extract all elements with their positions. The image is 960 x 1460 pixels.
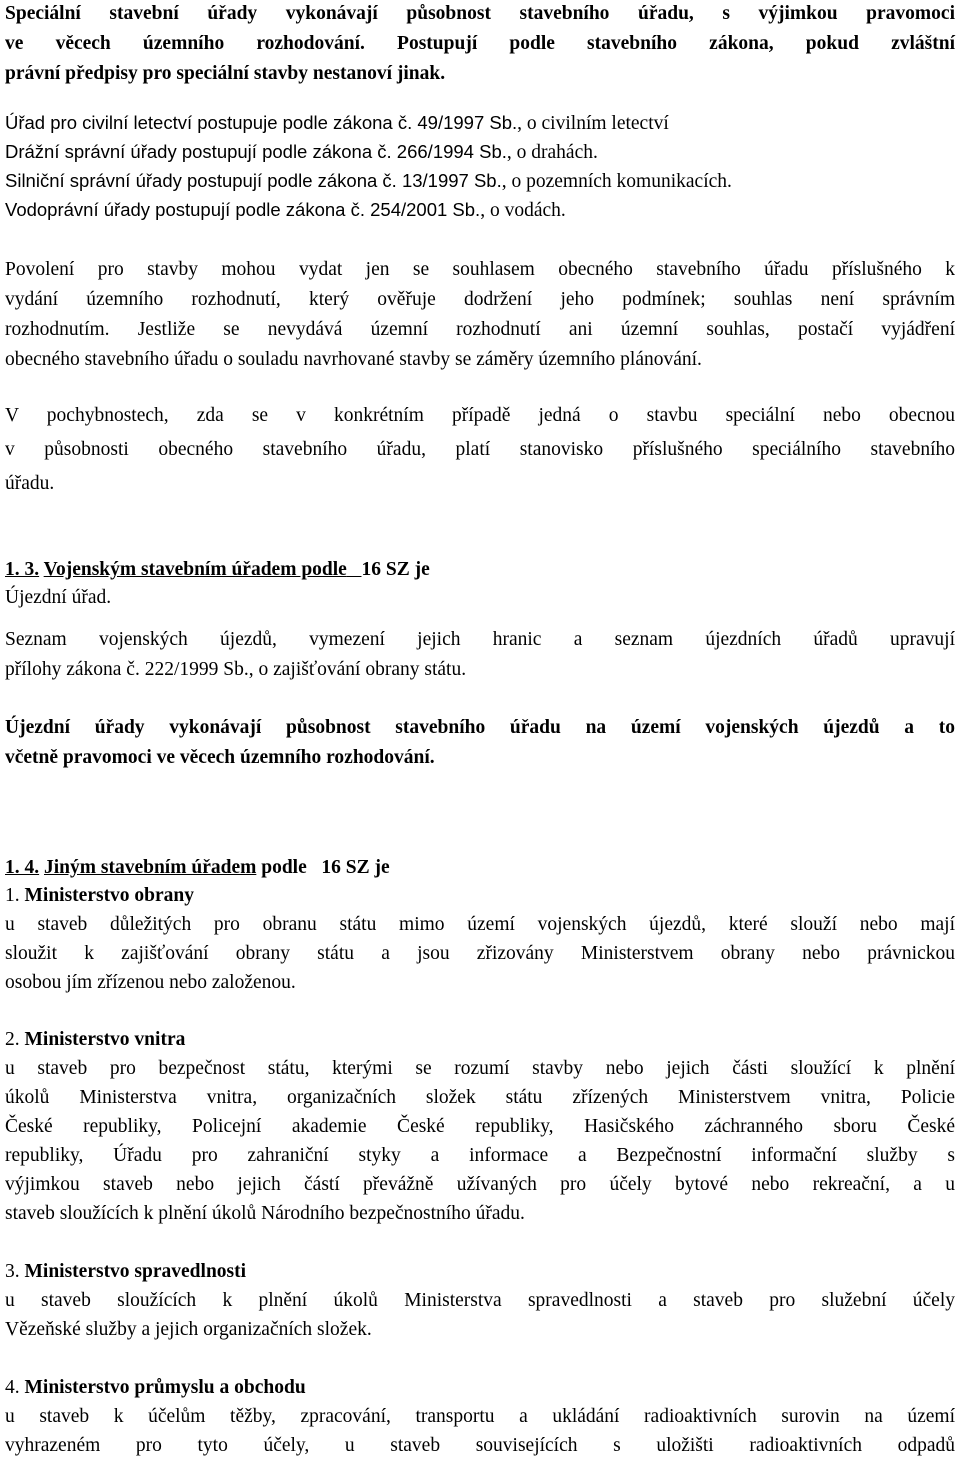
bold-paragraph-line: Újezdní úřady vykonávají působnost stavebního úřadu na území vojenských újezdů a to	[5, 717, 955, 738]
paragraph-line: osobou jím zřízenou nebo založenou.	[5, 972, 296, 993]
paragraph-line: sloužit k zajišťování obrany státu a jsou zřizovány Ministerstvem obrany nebo právnickou	[5, 943, 955, 964]
ministry-title: 2. Ministerstvo vnitra	[5, 1029, 186, 1050]
paragraph-line: Újezdní úřad.	[5, 587, 112, 608]
paragraph-line: Seznam vojenských újezdů, vymezení jejich hranic a seznam újezdních úřadů upravují	[5, 629, 955, 650]
section-heading: 1. 4. Jiným stavebním úřadem podle 16 SZ je	[5, 857, 390, 878]
ministry-title: 4. Ministerstvo průmyslu a obchodu	[5, 1377, 306, 1398]
paragraph-line: staveb sloužících k plnění úkolů Národního bezpečnostního úřadu.	[5, 1203, 525, 1224]
intro-bold-line: Speciální stavební úřady vykonávají působnost stavebního úřadu, s výjimkou pravomoci	[5, 3, 955, 24]
paragraph-line: přílohy zákona č. 222/1999 Sb., o zajišťování obrany státu.	[5, 659, 467, 680]
paragraph-line: úkolů Ministerstva vnitra, organizačních složek státu zřízených Ministerstvem vnitra, Policie	[5, 1087, 955, 1108]
paragraph-line: Vězeňské služby a jejich organizačních složek.	[5, 1319, 372, 1340]
bold-paragraph-line: včetně pravomoci ve věcech územního rozhodování.	[5, 747, 435, 768]
paragraph-line: u staveb sloužících k plnění úkolů Ministerstva spravedlnosti a staveb pro služební účely	[5, 1290, 955, 1311]
section-heading: 1. 3. Vojenským stavebním úřadem podle 16 SZ je	[5, 559, 430, 580]
intro-bold-line: právní předpisy pro speciální stavby nestanoví jinak.	[5, 63, 446, 84]
paragraph-line: v působnosti obecného stavebního úřadu, platí stanovisko příslušného speciálního stavebního	[5, 439, 955, 460]
office-line: Silniční správní úřady postupují podle zákona č. 13/1997 Sb., o pozemních komunikacích.	[5, 170, 732, 192]
paragraph-line: u staveb k účelům těžby, zpracování, transportu a ukládání radioaktivních surovin na území	[5, 1406, 955, 1427]
paragraph-line: republiky, Úřadu pro zahraniční styky a informace a Bezpečnostní informační služby s	[5, 1145, 955, 1166]
paragraph-line: Povolení pro stavby mohou vydat jen se souhlasem obecného stavebního úřadu příslušného k	[5, 259, 955, 280]
paragraph-line: obecného stavebního úřadu o souladu navrhované stavby se záměry územního plánování.	[5, 349, 702, 370]
paragraph-line: výjimkou staveb nebo jejich částí převážně užívaných pro účely bytové nebo rekreační, a u	[5, 1174, 955, 1195]
paragraph-line: úřadu.	[5, 473, 55, 494]
paragraph-line: rozhodnutím. Jestliže se nevydává územní rozhodnutí ani územní souhlas, postačí vyjádření	[5, 319, 955, 340]
office-line: Vodoprávní úřady postupují podle zákona č. 254/2001 Sb., o vodách.	[5, 199, 566, 221]
paragraph-line: České republiky, Policejní akademie České republiky, Hasičského záchranného sboru České	[5, 1116, 955, 1137]
office-line: Drážní správní úřady postupují podle zákona č. 266/1994 Sb., o drahách.	[5, 141, 598, 163]
paragraph-line: u staveb pro bezpečnost státu, kterými se rozumí stavby nebo jejich části sloužící k plnění	[5, 1058, 955, 1079]
paragraph-line: V pochybnostech, zda se v konkrétním případě jedná o stavbu speciální nebo obecnou	[5, 405, 955, 426]
intro-bold-line: ve věcech územního rozhodování. Postupují podle stavebního zákona, pokud zvláštní	[5, 33, 955, 54]
paragraph-line: vydání územního rozhodnutí, který ověřuje dodržení jeho podmínek; souhlas není správním	[5, 289, 955, 310]
paragraph-line: vyhrazeném pro tyto účely, u staveb souvisejících s uložišti radioaktivních odpadů	[5, 1435, 955, 1456]
ministry-title: 3. Ministerstvo spravedlnosti	[5, 1261, 247, 1282]
paragraph-line: u staveb důležitých pro obranu státu mimo území vojenských újezdů, které slouží nebo mají	[5, 914, 955, 935]
ministry-title: 1. Ministerstvo obrany	[5, 885, 195, 906]
office-line: Úřad pro civilní letectví postupuje podle zákona č. 49/1997 Sb., o civilním letectví	[5, 112, 669, 134]
